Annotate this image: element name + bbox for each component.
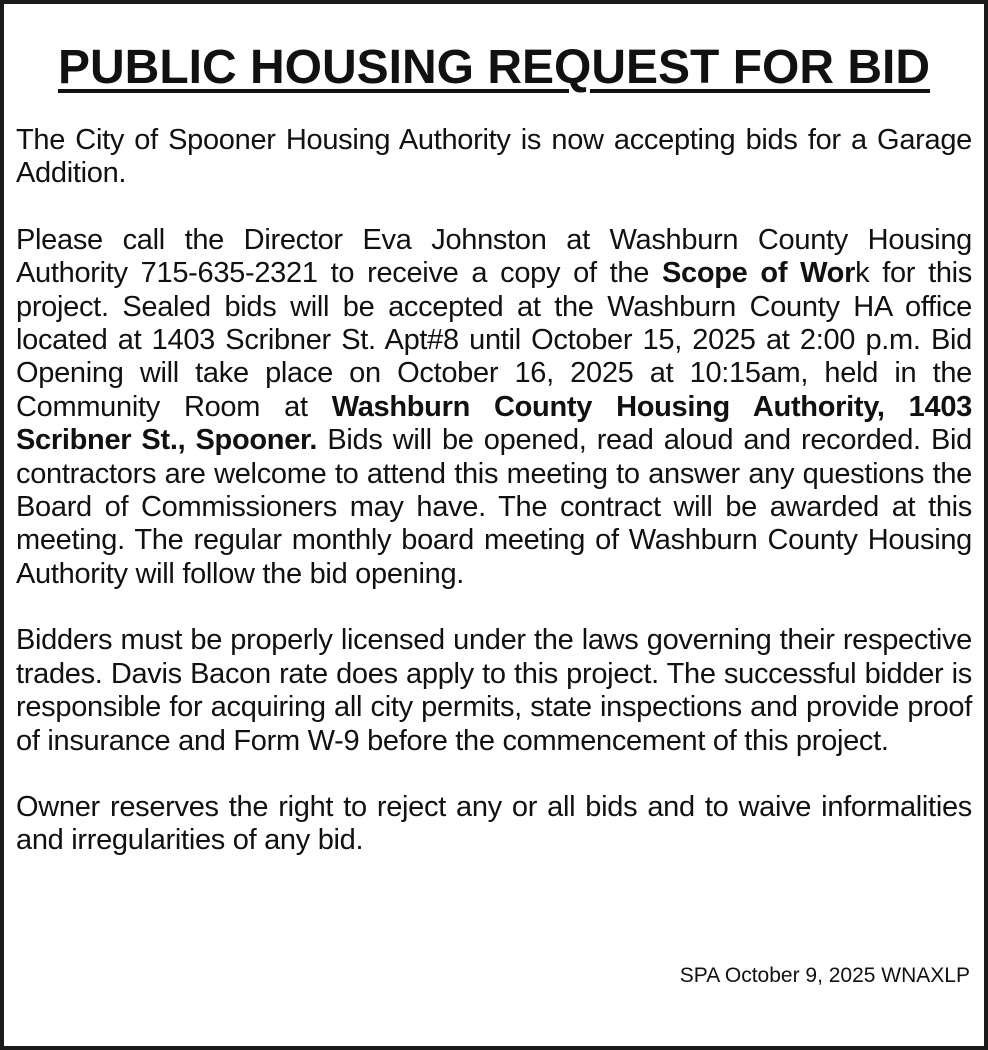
instructions-paragraph — [16, 224, 972, 591]
reservation-paragraph: Owner reserves the right to reject any or all bids and to waive informalities and irregularities of any bid. — [16, 790, 972, 857]
publication-footer: SPA October 9, 2025 WNAXLP — [679, 964, 970, 987]
notice-title: PUBLIC HOUSING REQUEST FOR BID — [57, 41, 931, 94]
scope-of-work-emphasis: Scope of Wor — [661, 257, 856, 290]
notice-body — [16, 124, 972, 892]
intro-paragraph: The City of Spooner Housing Authority is now accepting bids for a Garage Addition. — [16, 124, 972, 190]
instructions-text-3: Bids will be opened, read aloud and recorded. Bid contractors are welcome to attend this meeting to answer any questions the Board of Commissioners may have. The contract will be awarded at this meeting. The regular monthly board meeting of Washburn County Housing Authority will follow the bid opening. — [16, 424, 972, 590]
requirements-paragraph: Bidders must be properly licensed under the laws governing their respective trades. Davis Bacon rate does apply to this project. The successful bidder is responsible for acquiring all city permits, state inspections and provide proof of insurance and Form W-9 before the commencement of this project. — [16, 624, 972, 757]
instructions-text-1: Please call the Director Eva Johnston at Washburn County Housing Authority 715-635-2321 to receive a copy of the — [16, 223, 972, 290]
location-emphasis: Washburn County Housing Authority, 1403 Scribner St., Spooner. — [16, 390, 972, 457]
instructions-text-2: k for this project. Sealed bids will be accepted at the Washburn County HA office located at 1403 Scribner St. Apt#8 until October 15, 2025 at 2:00 p.m. Bid Opening will take place on October 16, 2025 at 10:15am, held in the Community Room at — [16, 257, 972, 423]
